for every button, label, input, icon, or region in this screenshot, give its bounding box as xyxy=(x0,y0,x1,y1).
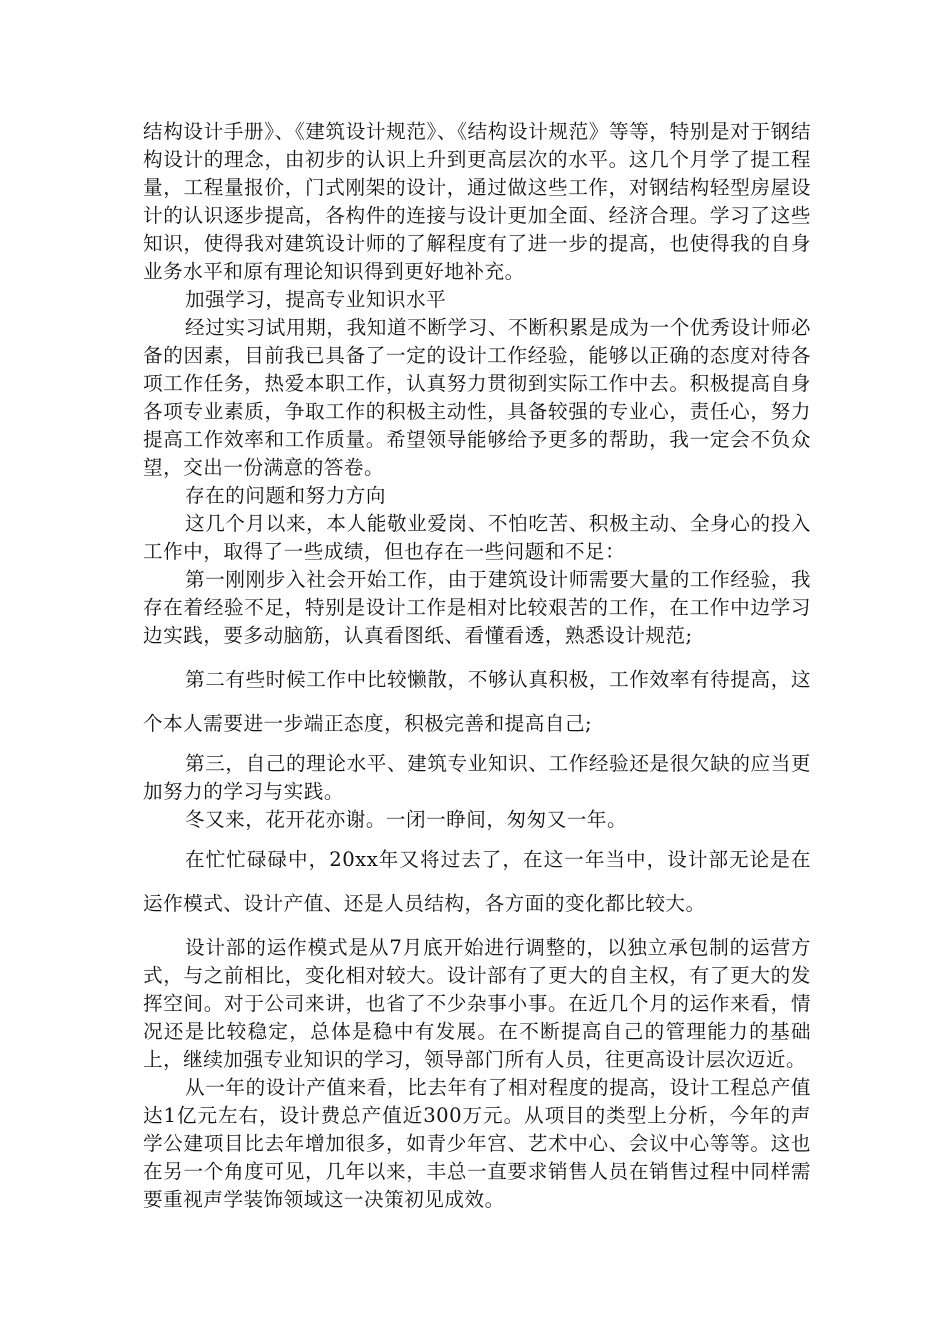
paragraph-output-value: 从一年的设计产值来看，比去年有了相对程度的提高，设计工程总产值达1亿元左右，设计费总产值近300万元。从项目的类型上分析，今年的声学公建项目比去年增加很多，如青少年宫、艺术中心、会议中心等等。这也在另一个角度可见，几年以来，丰总一直要求销售人员在销售过程中同样需要重视声学装饰领域这一决策初见成效。 xyxy=(143,1076,811,1211)
section-heading-problems: 存在的问题和努力方向 xyxy=(185,484,386,507)
section-heading-study: 加强学习，提高专业知识水平 xyxy=(185,288,447,311)
paragraph-first-point: 第一刚刚步入社会开始工作，由于建筑设计师需要大量的工作经验，我存在着经验不足，特别是设计工作是相对比较艰苦的工作，在工作中边学习边实践，要多动脑筋，认真看图纸、看懂看透，熟悉设计规范; xyxy=(143,568,811,647)
paragraph-months-summary: 这几个月以来，本人能敬业爱岗、不怕吃苦、积极主动、全身心的投入工作中，取得了一些成绩，但也存在一些问题和不足： xyxy=(143,512,811,563)
paragraph-year-review: 在忙忙碌碌中，20xx年又将过去了，在这一年当中，设计部无论是在运作模式、设计产值、还是人员结构，各方面的变化都比较大。 xyxy=(143,848,811,915)
document-body xyxy=(143,118,811,1214)
paragraph-third-point: 第三，自己的理论水平、建筑专业知识、工作经验还是很欠缺的应当更加努力的学习与实践。 xyxy=(143,752,811,803)
paragraph-internship: 经过实习试用期，我知道不断学习、不断积累是成为一个优秀设计师必备的因素，目前我已具备了一定的设计工作经验，能够以正确的态度对待各项工作任务，热爱本职工作，认真努力贯彻到实际工作中去。积极提高自身各项专业素质，争取工作的积极主动性，具备较强的专业心，责任心，努力提高工作效率和工作质量。希望领导能够给予更多的帮助，我一定会不负众望，交出一份满意的答卷。 xyxy=(143,316,811,479)
paragraph-winter: 冬又来，花开花亦谢。一闭一睁间，匆匆又一年。 xyxy=(185,808,628,831)
paragraph-structure-learning: 结构设计手册》、《建筑设计规范》、《结构设计规范》等等，特别是对于钢结构设计的理念，由初步的认识上升到更高层次的水平。这几个月学了提工程量，工程量报价，门式刚架的设计，通过做这些工作，对钢结构轻型房屋设计的认识逐步提高，各构件的连接与设计更加全面、经济合理。学习了这些知识，使得我对建筑设计师的了解程度有了进一步的提高，也使得我的自身业务水平和原有理论知识得到更好地补充。 xyxy=(143,120,811,283)
paragraph-second-point: 第二有些时候工作中比较懒散，不够认真积极，工作效率有待提高，这个本人需要进一步端正态度，积极完善和提高自己; xyxy=(143,668,811,735)
paragraph-operation-mode: 设计部的运作模式是从7月底开始进行调整的，以独立承包制的运营方式，与之前相比，变化相对较大。设计部有了更大的自主权，有了更大的发挥空间。对于公司来讲，也省了不少杂事小事。在近几个月的运作来看，情况还是比较稳定，总体是稳中有发展。在不断提高自己的管理能力的基础上，继续加强专业知识的学习，领导部门所有人员，往更高设计层次迈近。 xyxy=(143,936,811,1071)
